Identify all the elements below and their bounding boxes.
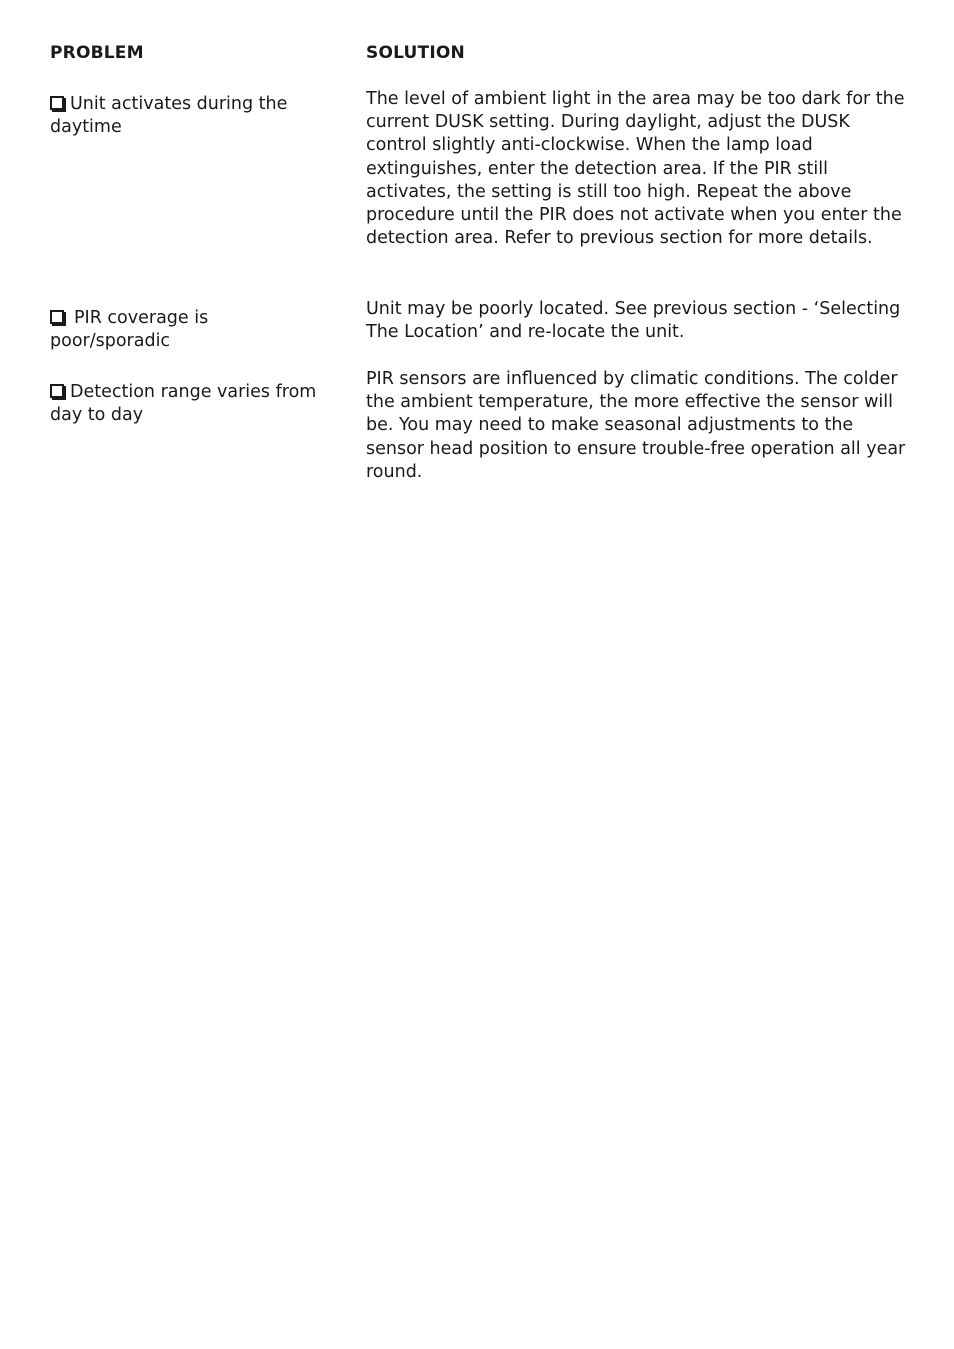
solution-column-header: SOLUTION [366,43,465,63]
checkbox-icon [50,310,64,324]
problem-text: Detection range varies from day to day [50,382,317,425]
solution-text: PIR sensors are influenced by climatic conditions. The colder the ambient temperature, the more effective the sensor will be. You may need to make seasonal adjustments to the sensor head position to ensure trouble-free operation all year round. [366,369,906,482]
solution-text: The level of ambient light in the area may be too dark for the current DUSK setting. During daylight, adjust the DUSK control slightly anti-clockwise. When the lamp load extinguishes, enter the detection area. If the PIR still activates, the setting is still too high. Repeat the above procedure until the PIR does not activate when you enter the detection area. Refer to previous section for more details. [366,89,905,249]
problem-item [50,381,320,427]
checkbox-icon [50,384,64,398]
problem-item [50,93,320,139]
checkbox-icon [50,96,64,110]
problem-text: Unit activates during the daytime [50,94,288,137]
problem-column-header: PROBLEM [50,43,144,63]
problem-text: PIR coverage is poor/sporadic [50,308,209,351]
solution-text: Unit may be poorly located. See previous section - ‘Selecting The Location’ and re-locate the unit. [366,299,901,343]
problem-item [50,307,320,353]
